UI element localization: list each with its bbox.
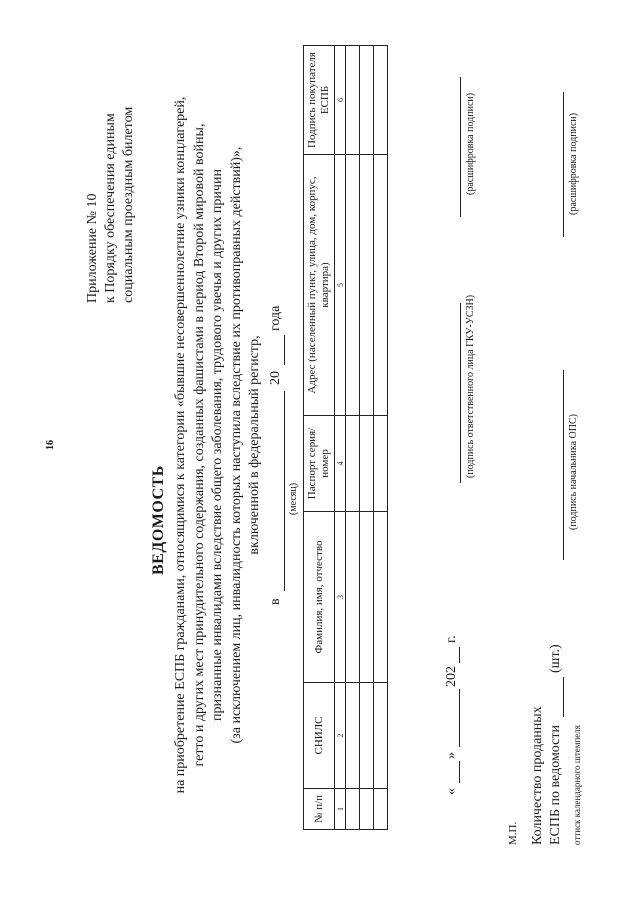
ops-decode-caption: (расшифровка подписи): [568, 112, 579, 215]
sold-count-label: Количество проданных: [530, 706, 545, 845]
column-number: 1: [335, 789, 346, 830]
header-snils: СНИЛС: [304, 683, 335, 789]
responsible-signature-caption: (подпись ответственного лица ГКУ-УСЗН): [465, 294, 476, 478]
description-line: на приобретение ЕСПБ гражданами, относящимися к категории «бывшие несовершеннолетние узники концлагерей,: [173, 96, 188, 794]
column-number: 4: [335, 416, 346, 512]
table-cell: [374, 683, 388, 789]
column-number: 5: [335, 155, 346, 416]
description-line: гетто и других мест принудительного содержания, созданных фашистами в период Второй мировой войны,: [191, 123, 207, 767]
header-address: Адрес (населенный пункт, улица, дом, корпус, квартира): [304, 155, 335, 416]
document-title: ВЕДОМОСТЬ: [150, 465, 167, 575]
table-cell: [360, 155, 374, 416]
document-description: [172, 25, 265, 865]
table-cell: [374, 789, 388, 830]
year-prefix: 20: [268, 371, 283, 385]
date-suffix: г.: [444, 635, 459, 643]
table-cell: [360, 683, 374, 789]
page-number: 16: [45, 440, 56, 450]
column-number-row: [335, 46, 346, 830]
records-body: [346, 46, 388, 830]
month-blank: [459, 689, 460, 747]
column-number: 6: [335, 46, 346, 155]
year-blank: [284, 335, 285, 365]
table-row: [360, 46, 374, 830]
table-cell: [346, 789, 360, 830]
year-blank: [459, 647, 460, 663]
header-signature: Подпись покупателя ЕСПБ: [304, 46, 335, 155]
table-cell: [360, 46, 374, 155]
month-blank: [284, 391, 285, 591]
ops-signature-blank: [563, 370, 564, 560]
table-cell: [374, 512, 388, 683]
header-number: № п/п: [304, 789, 335, 830]
date-open-quote: «: [444, 788, 459, 795]
sold-count-label: ЕСПБ по ведомости: [548, 725, 563, 845]
table-header-row: [304, 46, 335, 830]
table-cell: [374, 155, 388, 416]
month-caption: (месяц): [288, 482, 299, 515]
table-cell: [360, 512, 374, 683]
responsible-signature-blank: [460, 303, 461, 483]
table-row: [346, 46, 360, 830]
date-year: 202: [444, 666, 459, 687]
column-number: 3: [335, 512, 346, 683]
responsible-decode-caption: (расшифровка подписи): [465, 92, 476, 195]
description-line: (за исключением лиц, инвалидность которых наступила вследствие их противоправных действий)»,: [228, 146, 244, 744]
header-fullname: Фамилия, имя, отчество: [304, 512, 335, 683]
table-row: [374, 46, 388, 830]
table-cell: [374, 416, 388, 512]
year-suffix: года: [268, 305, 283, 331]
appendix-line: социальным проездным билетом: [121, 106, 136, 303]
table-cell: [360, 789, 374, 830]
description-line: включенной в федеральный регистр,: [247, 335, 262, 555]
table-cell: [346, 512, 360, 683]
description-line: признанные инвалидами вследствие общего заболевания, трудового увечья и других причин: [210, 169, 225, 721]
ops-signature-caption: (подпись начальника ОПС): [568, 414, 579, 530]
table-cell: [346, 155, 360, 416]
stamp-caption: оттиск календарного штемпеля: [572, 725, 582, 845]
day-blank: [459, 761, 460, 783]
ops-decode-blank: [563, 92, 564, 237]
table-cell: [374, 46, 388, 155]
appendix-line: к Порядку обеспечения единым: [103, 113, 118, 303]
table-cell: [346, 46, 360, 155]
appendix-line: Приложение № 10: [85, 193, 100, 303]
stamp-place: М.П.: [507, 821, 519, 845]
header-passport: Паспорт серия/номер: [304, 416, 335, 512]
responsible-decode-blank: [460, 77, 461, 217]
period-prefix: в: [268, 598, 283, 605]
table-cell: [360, 416, 374, 512]
date-close-quote: »: [444, 752, 459, 759]
sold-count-blank: [563, 677, 564, 717]
table-cell: [346, 416, 360, 512]
sold-count-units: (шт.): [548, 644, 563, 673]
appendix-note: [84, 43, 138, 303]
column-number: 2: [335, 683, 346, 789]
table-cell: [346, 683, 360, 789]
records-table: [303, 45, 388, 830]
